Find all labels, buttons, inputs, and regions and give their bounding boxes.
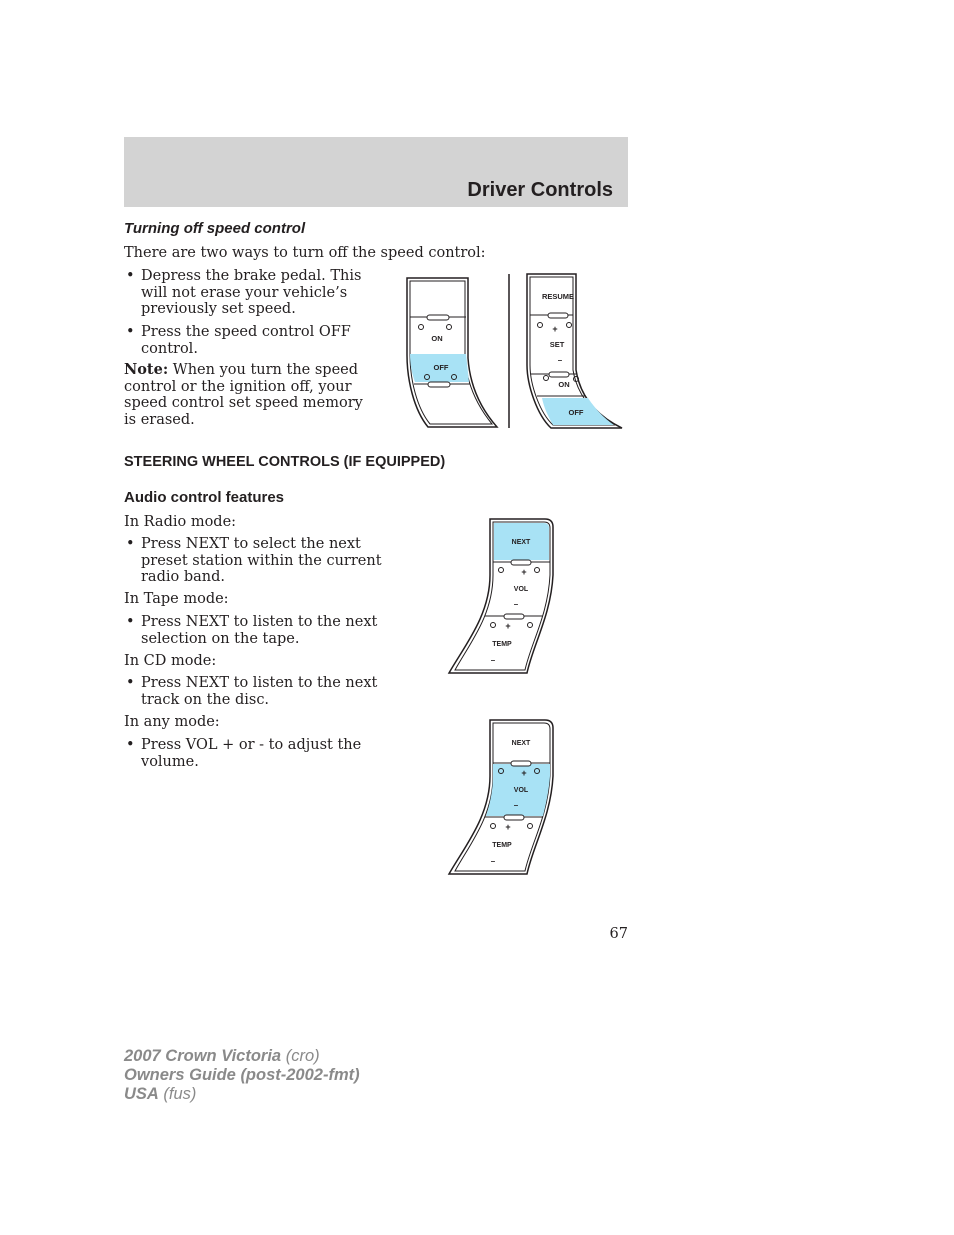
bullet-dot: • [126, 324, 135, 340]
bullet-dot: • [126, 614, 135, 630]
section-title: Driver Controls [467, 179, 613, 201]
next-label: NEXT [511, 539, 531, 546]
temp-label: TEMP [492, 842, 512, 849]
minus-label: – [490, 857, 496, 866]
audio-panel-vol-illustration [445, 716, 557, 878]
bullet-brake [124, 268, 384, 318]
next-label: NEXT [511, 740, 531, 747]
plus-label: + [521, 567, 527, 577]
bullet-dot: • [126, 737, 135, 753]
footer-line-2: Owners Guide (post-2002-fmt) [124, 1066, 360, 1084]
right-switch-panel [527, 274, 622, 428]
page-number: 67 [609, 926, 628, 942]
temp-label: TEMP [492, 641, 512, 648]
header-band [124, 137, 628, 207]
bullet-text: Press NEXT to select the next preset station within the current radio band. [141, 536, 382, 585]
intro-text: There are two ways to turn off the speed control: [124, 245, 486, 261]
resume-label: RESUME [541, 292, 575, 301]
off-label: OFF [568, 408, 584, 417]
footer-market: USA [124, 1085, 159, 1103]
off-label: OFF [433, 363, 449, 372]
audio-panel-next-illustration [445, 515, 557, 677]
bullet-off-control [124, 324, 384, 357]
bullet-radio [124, 536, 384, 586]
steering-heading: STEERING WHEEL CONTROLS (IF EQUIPPED) [124, 454, 446, 470]
footer-line-3 [124, 1085, 360, 1104]
radio-mode-text: In Radio mode: [124, 514, 237, 530]
tape-mode-text: In Tape mode: [124, 591, 229, 607]
any-mode-text: In any mode: [124, 714, 220, 730]
footer [124, 1047, 360, 1104]
vol-label: VOL [513, 787, 529, 794]
vol-label: VOL [513, 586, 529, 593]
set-label: SET [549, 340, 565, 349]
minus-label: – [513, 801, 519, 810]
bullet-cd [124, 675, 384, 708]
bullet-text: Press the speed control OFF control. [141, 324, 351, 357]
cd-mode-text: In CD mode: [124, 653, 217, 669]
footer-model: 2007 Crown Victoria [124, 1047, 282, 1065]
bullet-text: Press VOL + or - to adjust the volume. [141, 737, 362, 770]
bullet-dot: • [126, 268, 135, 284]
bullet-dot: • [126, 536, 135, 552]
on-label: ON [431, 334, 443, 343]
note-label: Note: [124, 361, 169, 378]
footer-model-code: (cro) [281, 1047, 320, 1065]
turning-off-heading: Turning off speed control [124, 220, 306, 237]
minus-label: – [490, 656, 496, 665]
footer-market-code: (fus) [158, 1085, 197, 1103]
audio-heading: Audio control features [124, 489, 285, 506]
bullet-tape [124, 614, 384, 647]
note-text: When you turn the speed control or the ignition off, your speed control set speed memory is erased. [124, 362, 363, 428]
bullet-text: Press NEXT to listen to the next track on the disc. [141, 675, 378, 708]
bullet-any [124, 737, 384, 770]
minus-label: – [557, 356, 563, 365]
plus-label: + [505, 621, 511, 631]
footer-line-1 [124, 1047, 360, 1066]
minus-label: – [513, 600, 519, 609]
plus-label: + [552, 324, 558, 334]
left-switch-panel [407, 278, 497, 427]
on-label: ON [558, 380, 570, 389]
note-paragraph [124, 362, 374, 428]
bullet-text: Depress the brake pedal. This will not erase your vehicle’s previously set speed. [141, 268, 362, 317]
speed-control-illustration [400, 270, 630, 432]
plus-label: + [505, 822, 511, 832]
bullet-dot: • [126, 675, 135, 691]
bullet-text: Press NEXT to listen to the next selection on the tape. [141, 614, 378, 647]
plus-label: + [521, 768, 527, 778]
